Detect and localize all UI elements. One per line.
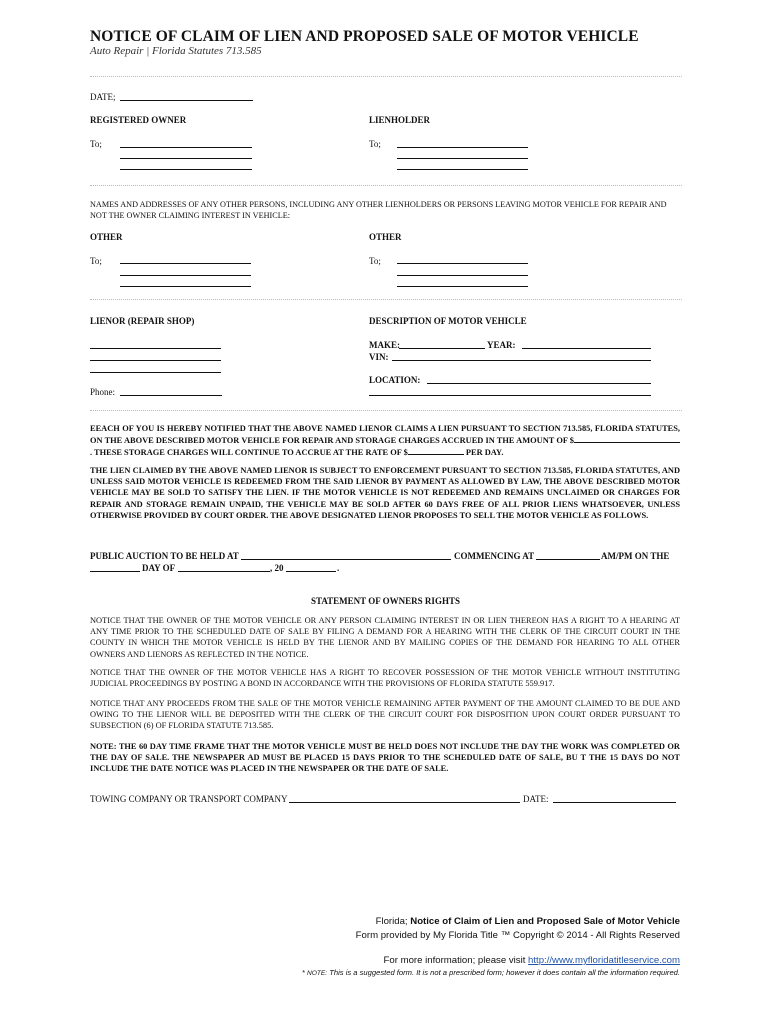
other-right-address-line-1[interactable] <box>397 263 528 264</box>
lienor-line-1[interactable] <box>90 348 221 349</box>
year-prefix: , 20 <box>270 563 284 573</box>
date-field[interactable] <box>120 100 253 101</box>
phone-field[interactable] <box>120 395 222 396</box>
rights-paragraph-hearing: NOTICE THAT THE OWNER OF THE MOTOR VEHICLE OR ANY PERSON CLAIMING INTEREST IN OR LIEN THEREON HAS A RIGHT TO A HEARING AT ANY TIME PRIOR TO THE SCHEDULED DATE OF SALE BY FILING A DEMAND FOR A HEARING WITH THE CLERK OF THE CIRCUIT COURT IN THE COUNTY IN WHICH THE MOTOR VEHICLE IS HELD BY THE LIENOR AND BY MAILING COPIES OF THE DEMAND FOR HEARING TO ALL OTHER OWNERS AND LIENORS AS REFLECTED IN THE NOTICE. <box>90 616 680 659</box>
lienholder-heading: LIENHOLDER <box>369 115 431 125</box>
divider <box>90 76 682 77</box>
day-of-label: DAY OF <box>142 563 176 573</box>
commencing-label: COMMENCING AT <box>454 551 535 561</box>
lienholder-address-line-1[interactable] <box>397 147 528 148</box>
lienholder-address-line-3[interactable] <box>397 169 528 170</box>
footer-copyright: Form provided by My Florida Title ™ Copyright © 2014 - All Rights Reserved <box>355 930 680 941</box>
other-left-address-line-1[interactable] <box>120 263 251 264</box>
auction-day-field[interactable] <box>90 571 140 572</box>
make-field[interactable] <box>399 348 485 349</box>
owner-to-label: To; <box>90 139 102 149</box>
auction-label: PUBLIC AUCTION TO BE HELD AT <box>90 551 239 561</box>
divider <box>90 410 682 411</box>
owner-address-line-3[interactable] <box>120 169 252 170</box>
year-label: YEAR: <box>487 340 516 350</box>
auction-time-field[interactable] <box>536 559 600 560</box>
other-left-to-label: To; <box>90 256 102 266</box>
rights-paragraph-bond: NOTICE THAT THE OWNER OF THE MOTOR VEHICLE HAS A RIGHT TO RECOVER POSSESSION OF THE MOTOR VEHICLE WITHOUT INSTITUTING JUDICIAL PROCEEDINGS BY POSTING A BOND IN ACCORDANCE WITH THE PROVISIONS OF FLORIDA STATUTE 559.917. <box>90 668 680 689</box>
vehicle-heading: DESCRIPTION OF MOTOR VEHICLE <box>369 316 527 326</box>
phone-label: Phone: <box>90 387 116 397</box>
date-label: DATE; <box>90 92 116 102</box>
location-label: LOCATION: <box>369 375 421 385</box>
divider <box>90 185 682 186</box>
rights-heading: STATEMENT OF OWNERS RIGHTS <box>311 596 460 606</box>
footer-form-title: Florida; Notice of Claim of Lien and Proposed Sale of Motor Vehicle <box>375 916 680 927</box>
other-left-address-line-3[interactable] <box>120 286 251 287</box>
daily-rate-field[interactable] <box>408 446 464 455</box>
other-left-heading: OTHER <box>90 232 123 242</box>
other-right-address-line-3[interactable] <box>397 286 528 287</box>
other-right-to-label: To; <box>369 256 381 266</box>
auction-year-field[interactable] <box>286 571 336 572</box>
page-subtitle: Auto Repair | Florida Statutes 713.585 <box>90 45 262 57</box>
lienor-heading: LIENOR (REPAIR SHOP) <box>90 316 195 326</box>
auction-end: . <box>337 563 340 573</box>
location-field[interactable] <box>427 383 651 384</box>
other-right-heading: OTHER <box>369 232 402 242</box>
ampm-label: AM/PM ON THE <box>601 551 670 561</box>
lien-amount-field[interactable] <box>574 434 680 443</box>
towing-date-field[interactable] <box>553 802 676 803</box>
registered-owner-heading: REGISTERED OWNER <box>90 115 187 125</box>
towing-label: TOWING COMPANY OR TRANSPORT COMPANY <box>90 794 288 804</box>
make-label: MAKE: <box>369 340 400 350</box>
other-left-address-line-2[interactable] <box>120 275 251 276</box>
page-title: NOTICE OF CLAIM OF LIEN AND PROPOSED SALE OF MOTOR VEHICLE <box>90 28 639 45</box>
lienor-line-3[interactable] <box>90 372 221 373</box>
towing-company-field[interactable] <box>289 802 520 803</box>
towing-date-label: DATE: <box>523 794 549 804</box>
location-field-line-2[interactable] <box>369 395 651 396</box>
year-field[interactable] <box>522 348 651 349</box>
auction-location-field[interactable] <box>241 559 451 560</box>
footer-more-info: For more information; please visit http://www.myfloridatitleservice.com <box>383 955 680 966</box>
lien-notice-paragraph: EEACH OF YOU IS HEREBY NOTIFIED THAT THE ABOVE NAMED LIENOR CLAIMS A LIEN PURSUANT TO SECTION 713.585, FLORIDA STATUTES, ON THE ABOVE DESCRIBED MOTOR VEHICLE FOR REPAIR AND STORAGE CHARGES ACCRUED IN THE AMOUNT OF $. THESE STORAGE CHARGES WILL CONTINUE TO ACCRUE AT THE RATE OF $ PER DAY. <box>90 424 680 458</box>
divider <box>90 299 682 300</box>
other-persons-instructions: NAMES AND ADDRESSES OF ANY OTHER PERSONS, INCLUDING ANY OTHER LIENHOLDERS OR PERSONS LEAVING MOTOR VEHICLE FOR REPAIR AND NOT THE OWNER CLAIMING INTEREST IN VEHICLE: <box>90 200 667 221</box>
owner-address-line-2[interactable] <box>120 158 252 159</box>
owner-address-line-1[interactable] <box>120 147 252 148</box>
rights-note: NOTE: THE 60 DAY TIME FRAME THAT THE MOTOR VEHICLE MUST BE HELD DOES NOT INCLUDE THE DAY THE WORK WAS COMPLETED OR THE DAY OF SALE. THE NEWSPAPER AD MUST BE PLACED 15 DAYS PRIOR TO THE SCHEDULED DATE OF SALE, BU T THE 15 DAYS DO NOT INCLUDE THE DATE NOTICE WAS PLACED IN THE NEWSPAPER OR THE DATE OF SALE. <box>90 742 680 774</box>
other-right-address-line-2[interactable] <box>397 275 528 276</box>
lienholder-to-label: To; <box>369 139 381 149</box>
lienholder-address-line-2[interactable] <box>397 158 528 159</box>
lienor-line-2[interactable] <box>90 360 221 361</box>
footer-disclaimer: * NOTE: This is a suggested form. It is not a prescribed form; however it does contain all the information required. <box>301 968 680 977</box>
vin-field[interactable] <box>392 360 651 361</box>
vin-label: VIN: <box>369 352 389 362</box>
rights-paragraph-proceeds: NOTICE THAT ANY PROCEEDS FROM THE SALE OF THE MOTOR VEHICLE REMAINING AFTER PAYMENT OF THE AMOUNT CLAIMED TO BE DUE AND OWING TO THE LIENOR WILL BE DEPOSITED WITH THE CLERK OF THE CIRCUIT COURT FOR DISPOSITION UPON COURT ORDER PURSUANT TO SUBSECTION (6) OF FLORIDA STATUTE 713.585. <box>90 699 680 731</box>
auction-month-field[interactable] <box>178 571 270 572</box>
enforcement-paragraph: THE LIEN CLAIMED BY THE ABOVE NAMED LIENOR IS SUBJECT TO ENFORCEMENT PURSUANT TO SECTION 713.585, FLORIDA STATUTES, AND UNLESS SAID MOTOR VEHICLE IS REDEEMED FROM THE SAID LIENOR BY PAYMENT AS ALLOWED BY LAW, THE ABOVE DESCRIBED MOTOR VEHICLE MAY BE SOLD TO SATISFY THE LIEN. IF THE MOTOR VEHICLE IS NOT REDEEMED AND REMAINS UNCLAIMED OR CHARGES FOR REPAIR AND STORAGE REMAIN UNPAID, THE VEHICLE MAY BE SOLD AFTER 60 DAYS FREE OF ALL PRIOR LIENS WHATSOEVER, UNLESS OTHERWISE PROVIDED BY COURT ORDER. THE ABOVE DESIGNATED LIENOR PROPOSES TO SELL THE MOTOR VEHICLE AS FOLLOWS. <box>90 466 680 520</box>
website-link[interactable]: http://www.myfloridatitleservice.com <box>528 955 680 966</box>
